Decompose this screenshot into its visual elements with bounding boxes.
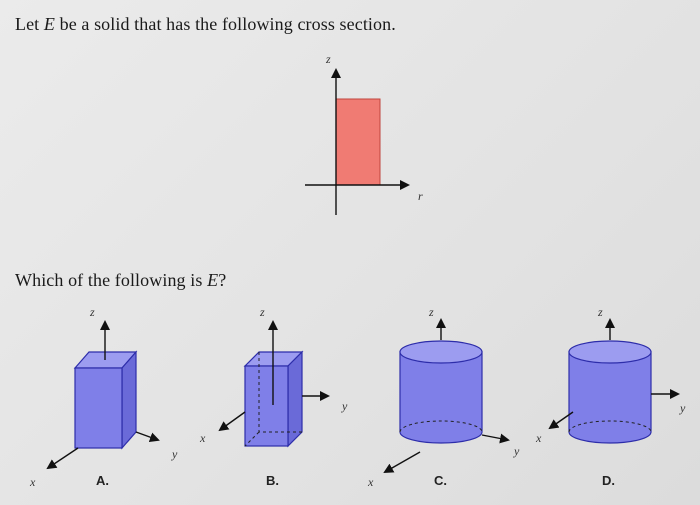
- x-axis: [385, 452, 420, 472]
- x-axis-label: x: [536, 431, 542, 445]
- text-segment: ?: [218, 270, 227, 290]
- y-axis-label: y: [342, 399, 348, 413]
- text-segment: Let: [15, 14, 44, 34]
- cross-section-rectangle: [336, 99, 380, 185]
- option-b-label[interactable]: B.: [266, 473, 279, 488]
- x-axis-label: x: [30, 475, 36, 489]
- box-side-face: [122, 352, 136, 448]
- option-c-label[interactable]: C.: [434, 473, 447, 488]
- option-a-figure: [29, 305, 178, 489]
- box-front-face: [75, 368, 122, 448]
- option-c-figure: [367, 305, 520, 489]
- z-axis-label: z: [429, 305, 434, 319]
- option-b-figure: [199, 305, 348, 488]
- option-d-label[interactable]: D.: [602, 473, 615, 488]
- cross-section-diagram: [305, 52, 423, 215]
- cylinder-top: [400, 341, 482, 363]
- z-axis-label: z: [90, 305, 95, 319]
- option-d-figure: [535, 305, 686, 488]
- x-axis-label: x: [200, 431, 206, 445]
- variable-e: E: [207, 270, 219, 290]
- box-front-face: [245, 366, 288, 446]
- x-axis-label: x: [368, 475, 374, 489]
- y-axis-label: y: [680, 401, 686, 415]
- variable-e: E: [43, 14, 55, 34]
- r-axis-label: r: [418, 189, 423, 203]
- y-axis-label: y: [514, 444, 520, 458]
- z-axis-label: z: [598, 305, 603, 319]
- cylinder-body: [569, 352, 651, 443]
- cylinder-body: [400, 352, 482, 443]
- text-segment: Which of the following is: [15, 270, 208, 290]
- x-axis: [48, 448, 78, 468]
- z-axis-label: z: [326, 52, 331, 66]
- y-axis: [136, 432, 158, 440]
- y-axis-label: y: [172, 447, 178, 461]
- option-a-label[interactable]: A.: [96, 473, 109, 488]
- text-segment: be a solid that has the following cross section.: [55, 14, 396, 34]
- cylinder-top: [569, 341, 651, 363]
- z-axis-label: z: [260, 305, 265, 319]
- y-axis: [482, 435, 508, 440]
- x-axis: [220, 412, 245, 430]
